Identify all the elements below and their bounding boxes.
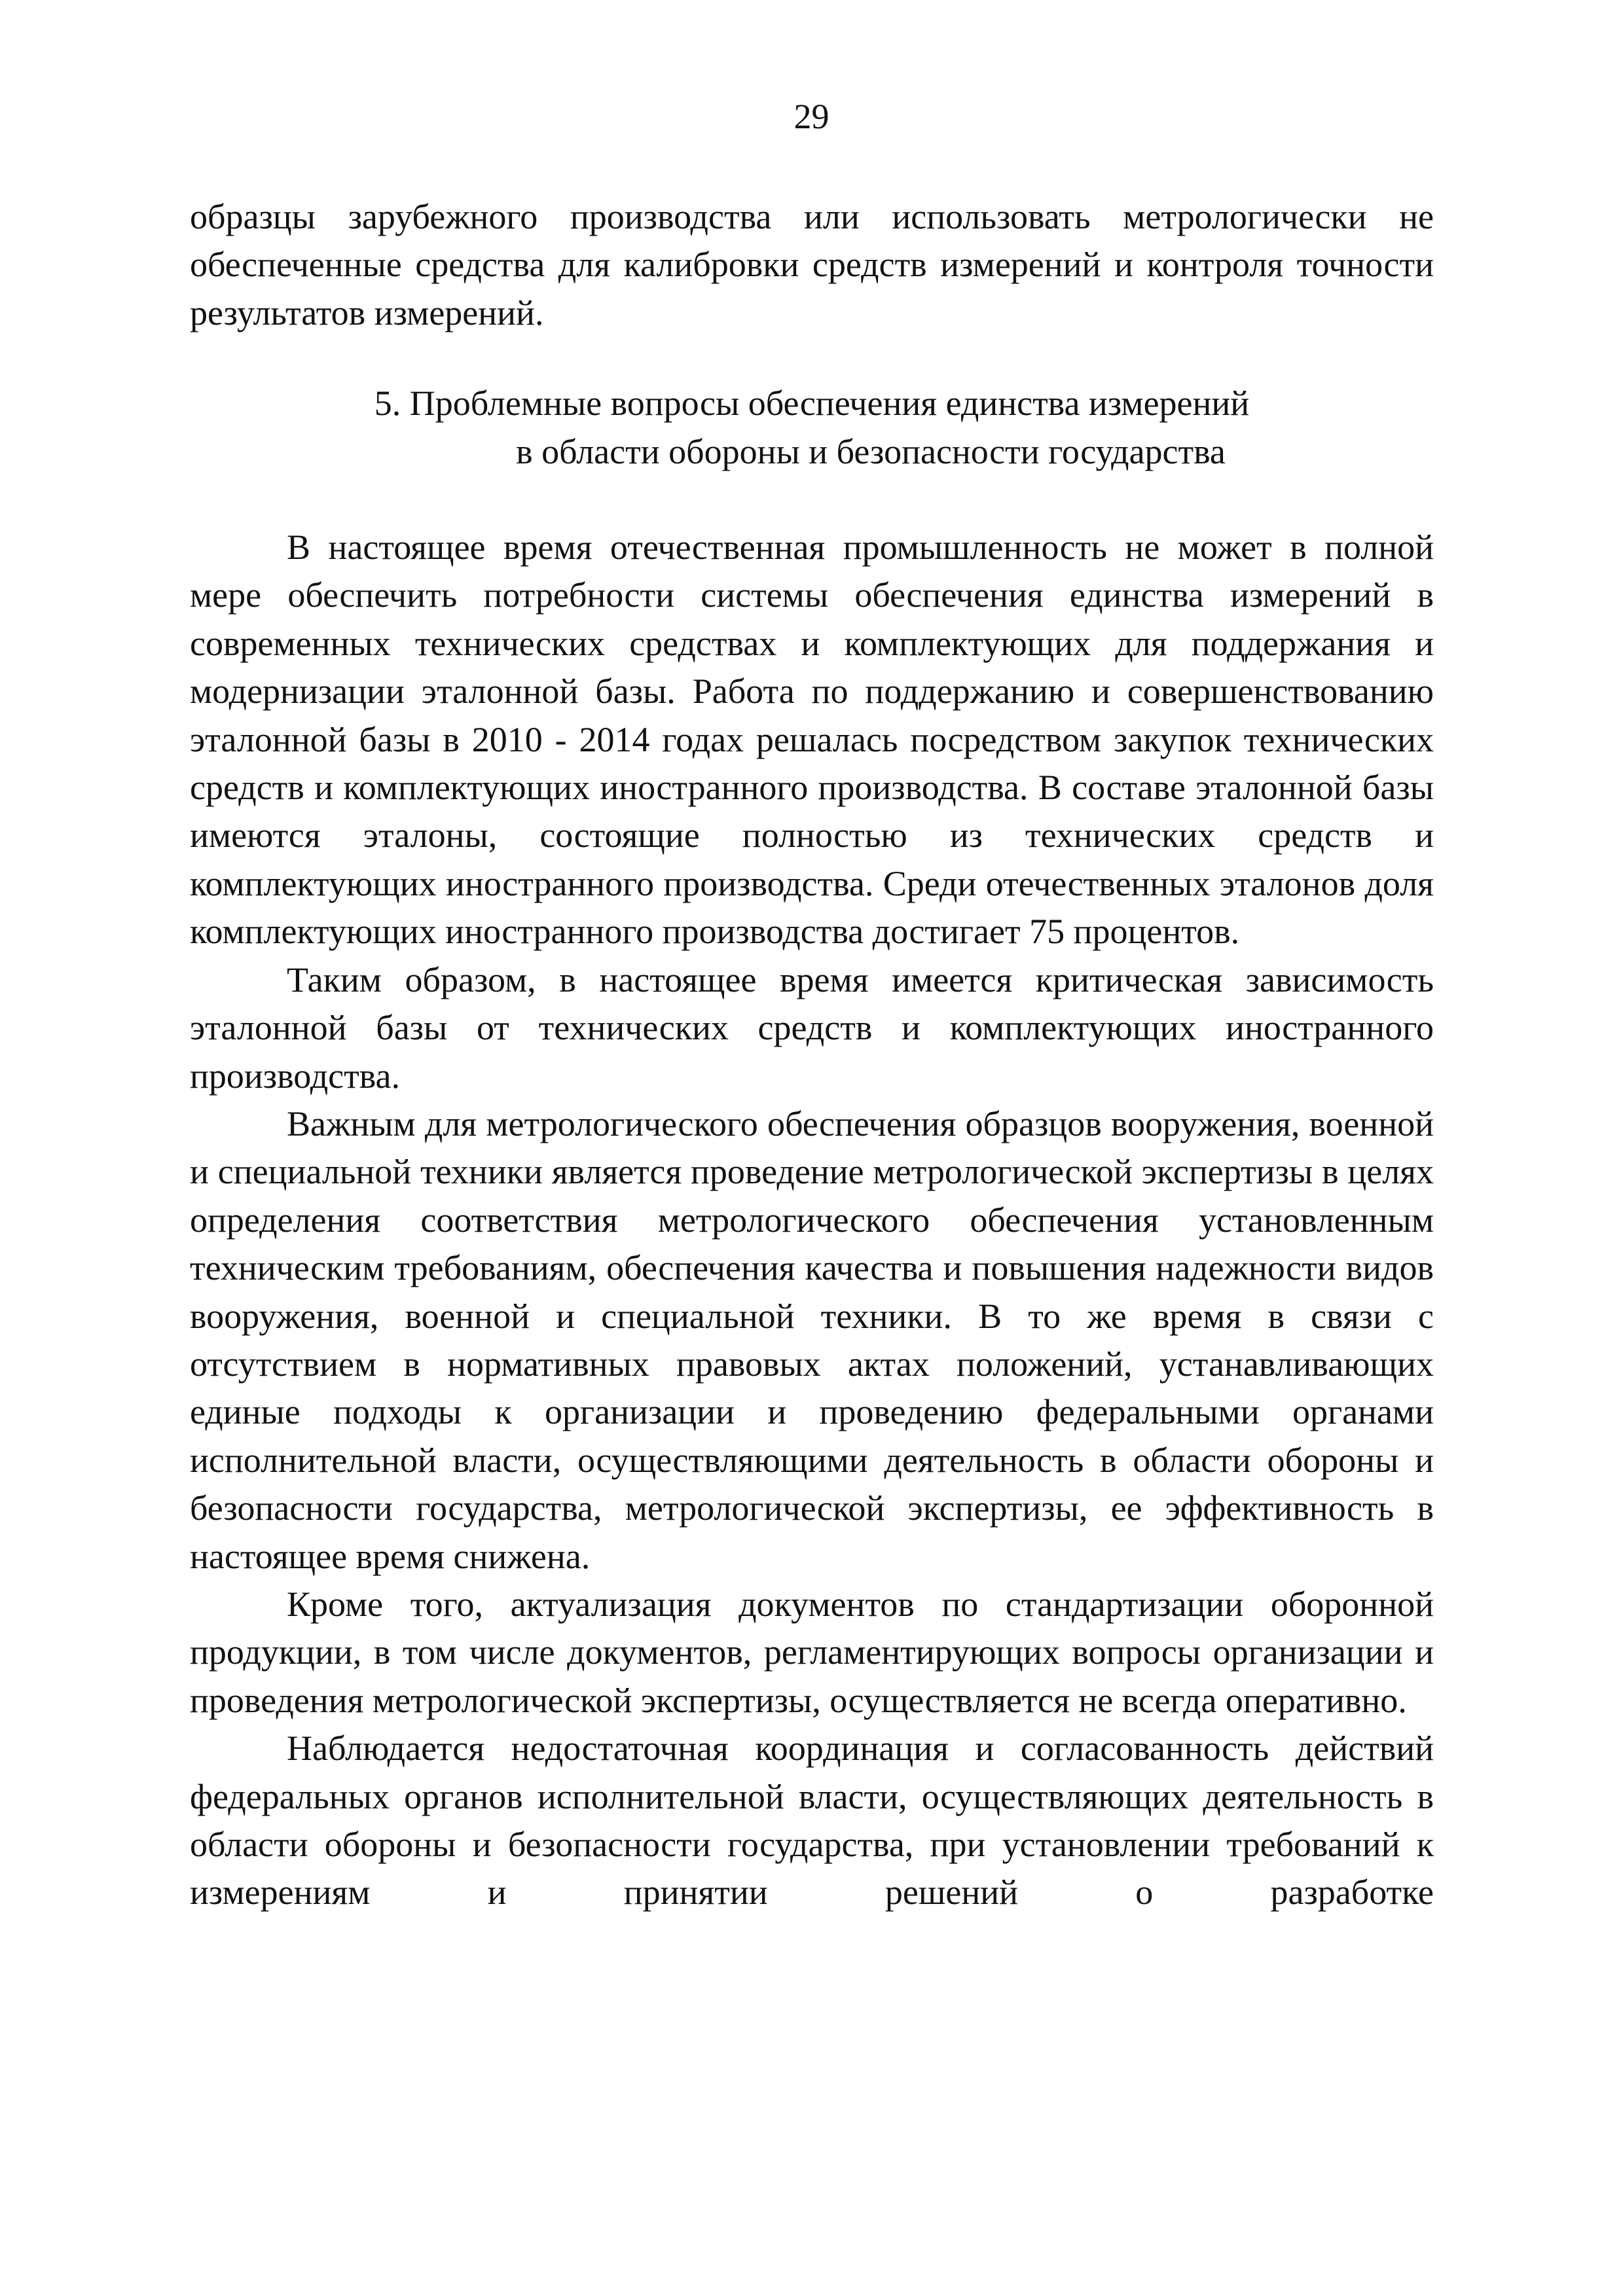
intro-paragraph: образцы зарубежного производства или использовать метрологически не обеспеченные средства для калибровки средств измерений и контроля точности результатов измерений. bbox=[190, 197, 1434, 332]
section-title-line-2: в области обороны и безопасности государства bbox=[516, 431, 1226, 471]
page-number: 29 bbox=[793, 97, 830, 136]
section-heading bbox=[190, 380, 1434, 476]
paragraph-4: Кроме того, актуализация документов по стандартизации оборонной продукции, в том числе документов, регламентирующих вопросы организации и проведения метрологической экспертизы, осуществляется не всегда оперативно. bbox=[190, 1584, 1434, 1720]
paragraph-1: В настоящее время отечественная промышленность не может в полной мере обеспечить потребности системы обеспечения единства измерений в современных технических средствах и комплектующих для поддержания и модернизации эталонной базы. Работа по поддержанию и совершенствованию эталонной базы в 2010 - 2014 годах решалась посредством закупок технических средств и комплектующих иностранного производства. В составе эталонной базы имеются эталоны, состоящие полностью из технических средств и комплектующих иностранного производства. Среди отечественных эталонов доля комплектующих иностранного производства достигает 75 процентов. bbox=[190, 528, 1434, 952]
paragraph-5: Наблюдается недостаточная координация и согласованность действий федеральных органов исполнительной власти, осуществляющих деятельность в области обороны и безопасности государства, при установлении требований к измерениям и принятии решений о разработке bbox=[190, 1729, 1434, 1912]
spacer bbox=[190, 337, 1434, 380]
document-body bbox=[190, 193, 1434, 1917]
paragraph-3: Важным для метрологического обеспечения образцов вооружения, военной и специальной техники является проведение метрологической экспертизы в целях определения соответствия метрологического обеспечения установленным техническим требованиям, обеспечения качества и повышения надежности видов вооружения, военной и специальной техники. В то же время в связи с отсутствием в нормативных правовых актах положений, устанавливающих единые подходы к организации и проведению федеральными органами исполнительной власти, осуществляющими деятельность в области обороны и безопасности государства, метрологической экспертизы, ее эффективность в настоящее время снижена. bbox=[190, 1103, 1434, 1576]
section-title-line-1: 5. Проблемные вопросы обеспечения единства измерений bbox=[374, 384, 1250, 423]
paragraph-2: Таким образом, в настоящее время имеется критическая зависимость эталонной базы от технических средств и комплектующих иностранного производства. bbox=[190, 960, 1434, 1096]
spacer bbox=[190, 476, 1434, 524]
